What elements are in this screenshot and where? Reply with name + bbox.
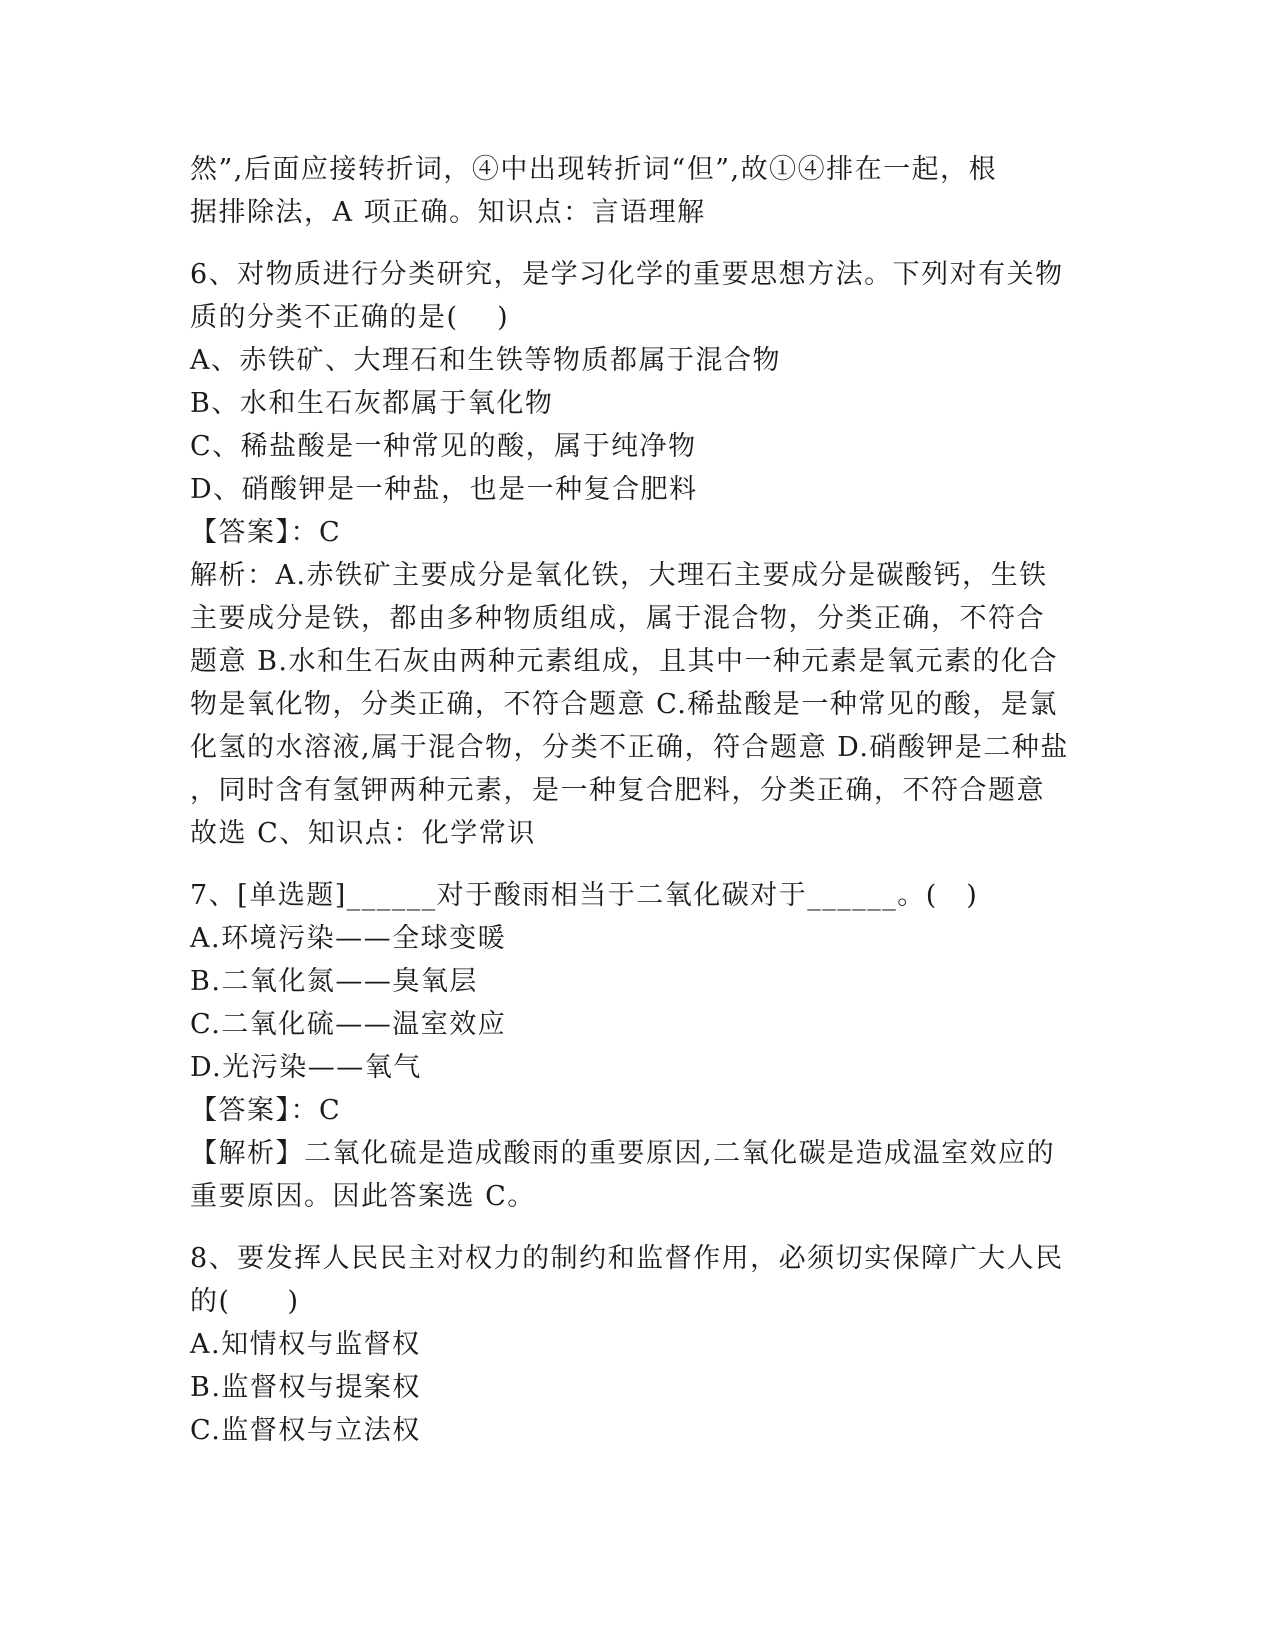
question-7 — [190, 874, 1090, 1218]
text-line: 然”,后面应接转折词，④中出现转折词“但”,故①④排在一起，根 — [190, 154, 998, 185]
explanation-line: 【解析】二氧化硫是造成酸雨的重要原因,二氧化碳是造成温室效应的 — [190, 1138, 1056, 1169]
answer-line: 【答案】：C — [190, 1095, 342, 1126]
option-d: D、硝酸钾是一种盐，也是一种复合肥料 — [190, 474, 698, 505]
explanation-line: 物是氧化物，分类正确，不符合题意 C.稀盐酸是一种常见的酸，是氯 — [190, 689, 1058, 720]
option-b: B.监督权与提案权 — [190, 1372, 421, 1403]
option-b: B.二氧化氮——臭氧层 — [190, 966, 478, 997]
option-c: C.二氧化硫——温室效应 — [190, 1009, 507, 1040]
option-a: A、赤铁矿、大理石和生铁等物质都属于混合物 — [190, 345, 781, 376]
option-c: C、稀盐酸是一种常见的酸，属于纯净物 — [190, 431, 697, 462]
option-a: A.知情权与监督权 — [190, 1329, 421, 1360]
question-8 — [190, 1237, 1090, 1452]
explanation-line: 题意 B.水和生石灰由两种元素组成，且其中一种元素是氧元素的化合 — [190, 646, 1059, 677]
document-page — [190, 148, 1090, 1452]
explanation-line: ，同时含有氢钾两种元素，是一种复合肥料，分类正确，不符合题意 — [190, 775, 1045, 806]
explanation-line: 解析：A.赤铁矿主要成分是氧化铁，大理石主要成分是碳酸钙，生铁 — [190, 560, 1048, 591]
question-6 — [190, 253, 1090, 855]
question-stem: 8、要发挥人民民主对权力的制约和监督作用，必须切实保障广大人民 — [190, 1243, 1064, 1274]
explanation-line: 主要成分是铁，都由多种物质组成，属于混合物，分类正确，不符合 — [190, 603, 1045, 634]
question-stem: 质的分类不正确的是( ) — [190, 302, 510, 333]
continued-explanation — [190, 148, 1090, 234]
question-stem: 的( ) — [190, 1286, 300, 1317]
explanation-line: 化氢的水溶液,属于混合物，分类不正确，符合题意 D.硝酸钾是二种盐 — [190, 732, 1069, 763]
question-stem: 7、[单选题]______对于酸雨相当于二氧化碳对于______。( ) — [190, 880, 979, 911]
explanation-line: 重要原因。因此答案选 C。 — [190, 1181, 536, 1212]
text-line: 据排除法，A 项正确。知识点：言语理解 — [190, 197, 706, 228]
question-stem: 6、对物质进行分类研究，是学习化学的重要思想方法。下列对有关物 — [190, 259, 1064, 290]
option-b: B、水和生石灰都属于氧化物 — [190, 388, 554, 419]
option-a: A.环境污染——全球变暖 — [190, 923, 507, 954]
answer-line: 【答案】：C — [190, 517, 342, 548]
explanation-line: 故选 C、知识点：化学常识 — [190, 818, 536, 849]
option-d: D.光污染——氧气 — [190, 1052, 422, 1083]
option-c: C.监督权与立法权 — [190, 1415, 421, 1446]
